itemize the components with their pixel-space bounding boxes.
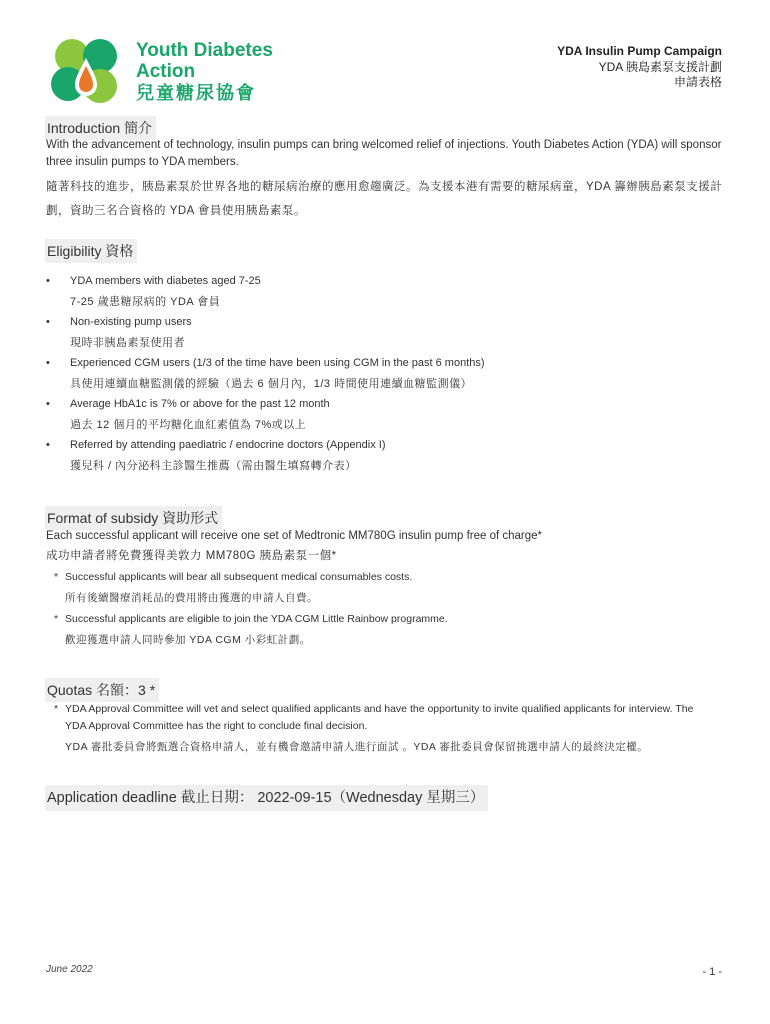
list-item <box>46 435 726 476</box>
eligibility-item-en: Average HbA1c is 7% or above for the past 12 month <box>70 398 330 410</box>
clover-logo-icon <box>46 36 126 108</box>
asterisk-icon: * <box>54 571 59 583</box>
eligibility-item-zh: 現時非胰島素泵使用者 <box>70 336 185 349</box>
asterisk-icon: * <box>54 613 59 625</box>
quotas-note-en: YDA Approval Committee will vet and select qualified applicants and have the opportunity to invite qualified applicants for interview. The YDA Approval Committee has the right to conclude final decision. <box>65 703 694 732</box>
subsidy-heading: Format of subsidy 資助形式 <box>45 506 222 530</box>
eligibility-heading: Eligibility 資格 <box>45 239 137 263</box>
subsidy-text-zh: 成功申請者將免費獲得美敦力 MM780G 胰島素泵一個* <box>46 550 337 562</box>
eligibility-item-en: YDA members with diabetes aged 7-25 <box>70 275 261 287</box>
asterisk-icon: * <box>54 703 59 715</box>
footer-date: June 2022 <box>46 964 93 975</box>
bullet-icon: • <box>46 275 50 287</box>
subsidy-note-zh: 所有後續醫療消耗品的費用將由獲選的申請人自費。 <box>65 592 318 604</box>
form-title-zh: 申請表格 <box>673 75 722 89</box>
list-item <box>54 609 714 651</box>
document-header <box>557 44 722 91</box>
logo-name-en-line2: Action <box>136 61 196 82</box>
subsidy-note-zh: 歡迎獲選申請人同時參加 YDA CGM 小彩虹計劃。 <box>65 634 311 646</box>
logo-name-zh: 兒童糖尿協會 <box>136 83 256 103</box>
bullet-icon: • <box>46 357 50 369</box>
eligibility-item-en: Experienced CGM users (1/3 of the time have been using CGM in the past 6 months) <box>70 357 485 369</box>
subsidy-notes <box>54 567 714 651</box>
subsidy-note-en: Successful applicants will bear all subsequent medical consumables costs. <box>65 571 413 583</box>
eligibility-item-en: Non-existing pump users <box>70 316 192 328</box>
campaign-title-en: YDA Insulin Pump Campaign <box>557 44 722 58</box>
page-number: - 1 - <box>702 966 722 978</box>
quotas-note-zh: YDA 審批委員會將甄選合資格申請人，並有機會邀請申請人進行面試 。YDA 審批委員會保留挑選申請人的最終決定權。 <box>65 741 649 753</box>
campaign-title-zh: YDA 胰島素泵支援計劃 <box>598 59 722 74</box>
bullet-icon: • <box>46 439 50 451</box>
bullet-icon: • <box>46 316 50 328</box>
quotas-heading: Quotas 名額：3 * <box>45 678 159 702</box>
logo-wordmark <box>136 40 273 104</box>
logo-name-en-line1: Youth Diabetes <box>136 40 273 61</box>
introduction-heading: Introduction 簡介 <box>45 116 156 140</box>
list-item <box>46 312 726 353</box>
eligibility-item-en: Referred by attending paediatric / endocrine doctors (Appendix I) <box>70 439 386 451</box>
yda-logo <box>46 36 286 108</box>
subsidy-text-en: Each successful applicant will receive one set of Medtronic MM780G insulin pump free of charge* <box>46 530 543 542</box>
quotas-note <box>54 701 714 756</box>
eligibility-item-zh: 具使用連續血糖監測儀的經驗（過去 6 個月內，1/3 時間使用連續血糖監測儀） <box>70 377 473 390</box>
eligibility-list <box>46 271 726 476</box>
eligibility-item-zh: 7-25 歲患糖尿病的 YDA 會員 <box>70 295 221 308</box>
list-item <box>46 394 726 435</box>
bullet-icon: • <box>46 398 50 410</box>
introduction-text-en: With the advancement of technology, insulin pumps can bring welcomed relief of injections. Youth Diabetes Action (YDA) will sponsor three insulin pumps to YDA members. <box>46 139 722 168</box>
list-item <box>54 701 714 756</box>
list-item <box>46 271 726 312</box>
list-item <box>54 567 714 609</box>
eligibility-item-zh: 獲兒科 / 內分泌科主診醫生推薦（需由醫生填寫轉介表） <box>70 459 357 472</box>
deadline-heading: Application deadline 截止日期： 2022-09-15（Wednesday 星期三） <box>45 785 488 811</box>
list-item <box>46 353 726 394</box>
introduction-text-zh: 隨著科技的進步，胰島素泵於世界各地的糖尿病治療的應用愈趨廣泛。為支援本港有需要的糖尿病童，YDA 籌辦胰島素泵支援計劃，資助三名合資格的 YDA 會員使用胰島素泵。 <box>46 181 723 217</box>
eligibility-item-zh: 過去 12 個月的平均糖化血紅素值為 7%或以上 <box>70 418 307 431</box>
subsidy-note-en: Successful applicants are eligible to join the YDA CGM Little Rainbow programme. <box>65 613 448 625</box>
